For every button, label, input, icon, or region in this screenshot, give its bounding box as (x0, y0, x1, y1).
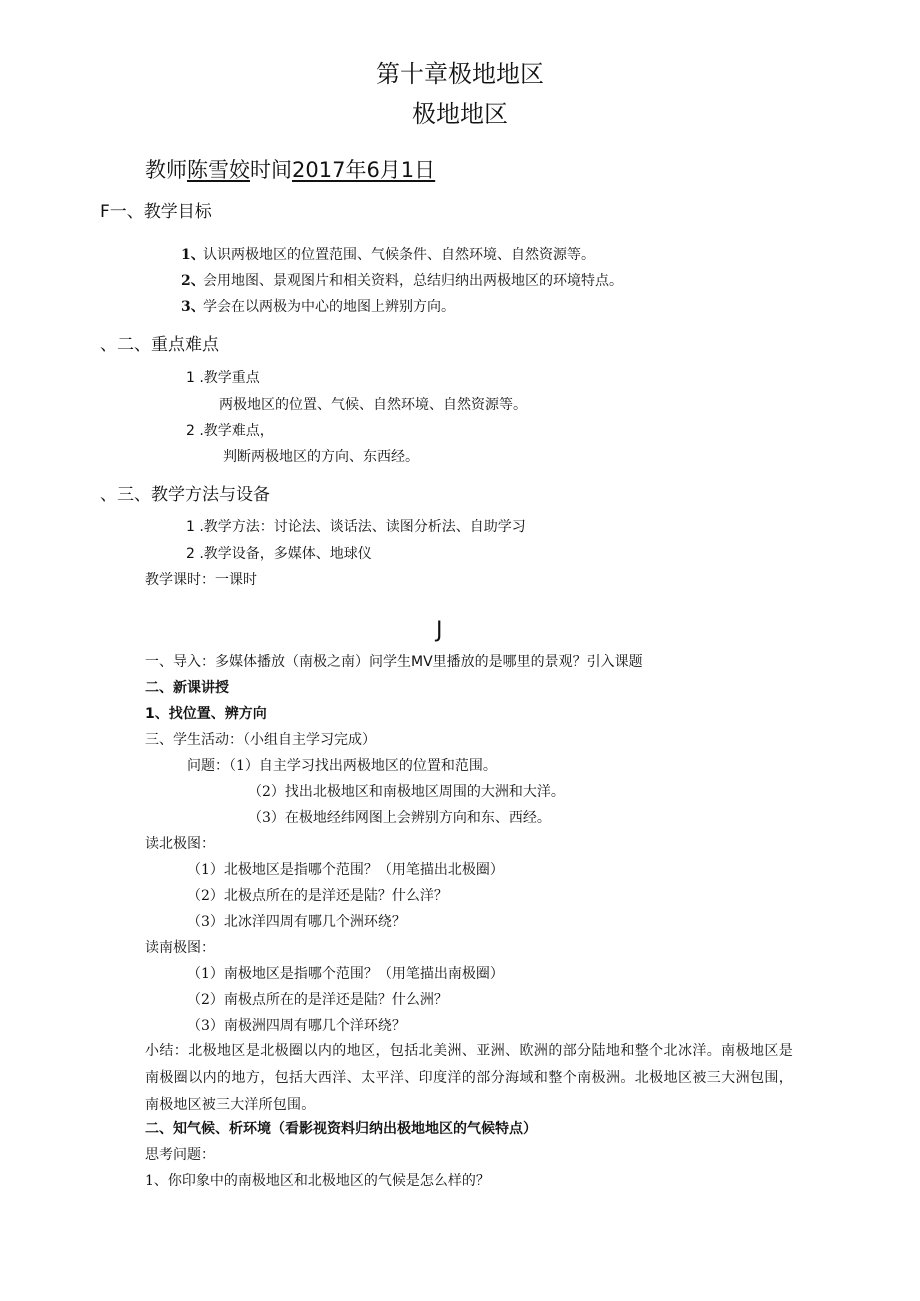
objective-number: 1、 (181, 247, 205, 263)
difficulty-text: 判断两极地区的方向、东西经。 (223, 449, 419, 465)
intro-line: 一、导入：多媒体播放（南极之南）问学生MV里播放的是哪里的景观？引入课题 (145, 654, 643, 670)
time-label: 时间 (250, 158, 292, 182)
question-line (187, 759, 497, 773)
teacher-name: 陈雪姣 (187, 158, 250, 182)
section-heading-key-points: 、二、重点难点 (100, 335, 219, 355)
objective-number: 3、 (181, 299, 205, 315)
north-question: （1）北极地区是指哪个范围？（用笔描出北极圈） (187, 862, 504, 878)
step-heading: 1、找位置、辨方向 (145, 706, 267, 722)
south-question: （1）南极地区是指哪个范围？（用笔描出南极圈） (187, 966, 504, 982)
think-label: 思考问题： (145, 1147, 215, 1163)
chapter-title: 第十章极地地区 (376, 60, 544, 88)
lesson-date: 2017年6月1日 (292, 158, 436, 182)
stray-mark: J (436, 618, 443, 643)
objective-item (181, 248, 595, 262)
climate-heading: 二、知气候、析环境（看影视资料归纳出极地地区的气候特点） (145, 1121, 537, 1137)
objective-text: 学会在以两极为中心的地图上辨别方向。 (203, 299, 455, 315)
south-question: （3）南极洲四周有哪几个洋环绕？ (187, 1018, 406, 1034)
north-map-heading: 读北极图： (145, 836, 215, 852)
summary-paragraph: 小结：北极地区是北极圈以内的地区，包括北美洲、亚洲、欧洲的部分陆地和整个北冰洋。南极地区是南极圈以内的地方，包括大西洋、太平洋、印度洋的部分海域和整个南极洲。北极地区被三大洲包围，南极地区被三大洋所包围。 (145, 1043, 793, 1113)
north-question: （3）北冰洋四周有哪几个洲环绕？ (187, 914, 406, 930)
method-item: 1 .教学方法：讨论法、谈话法、读图分析法、自助学习 (186, 519, 526, 535)
section-heading-methods: 、三、教学方法与设备 (100, 485, 270, 505)
think-question: 1、你印象中的南极地区和北极地区的气候是怎么样的？ (145, 1173, 490, 1189)
teacher-label: 教师 (145, 158, 187, 182)
north-question: （2）北极点所在的是洋还是陆？什么洋？ (187, 888, 448, 904)
question-item: （2）找出北极地区和南极地区周围的大洲和大洋。 (248, 784, 565, 800)
equipment-item: 2 .教学设备，多媒体、地球仪 (186, 546, 372, 562)
objective-number: 2、 (181, 273, 205, 289)
difficulty-label: 2 .教学难点， (186, 423, 274, 439)
objective-text: 认识两极地区的位置范围、气候条件、自然环境、自然资源等。 (203, 247, 595, 263)
question-item: （1）自主学习找出两极地区的位置和范围。 (229, 758, 497, 774)
question-label: 问题： (187, 758, 229, 774)
teacher-line (145, 160, 435, 181)
south-question: （2）南极点所在的是洋还是陆？什么洲？ (187, 992, 448, 1008)
key-point-label: 1 .教学重点 (186, 370, 260, 386)
question-item: （3）在极地经纬网图上会辨别方向和东、西经。 (248, 810, 551, 826)
objective-item (181, 300, 455, 314)
new-lesson-heading: 二、新课讲授 (145, 680, 229, 696)
class-hours: 教学课时：一课时 (145, 572, 257, 588)
key-point-text: 两极地区的位置、气候、自然环境、自然资源等。 (219, 397, 527, 413)
lesson-title: 极地地区 (412, 100, 508, 128)
south-map-heading: 读南极图： (145, 940, 215, 956)
section-heading-objectives: F一、教学目标 (100, 202, 212, 222)
objective-text: 会用地图、景观图片和相关资料，总结归纳出两极地区的环境特点。 (203, 273, 623, 289)
activity-heading: 三、学生活动：（小组自主学习完成） (145, 732, 376, 748)
objective-item (181, 274, 623, 288)
